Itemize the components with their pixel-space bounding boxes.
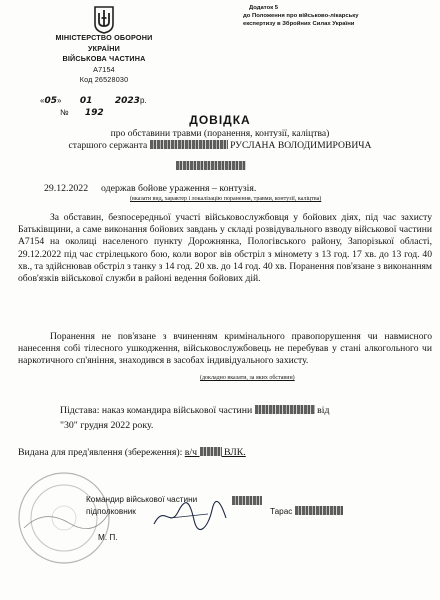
no-fault-paragraph: [18, 331, 432, 368]
number-value: 192: [84, 108, 104, 118]
basis-prefix: Підстава: наказ командира військової частини: [60, 405, 253, 416]
circumstances-caption: (докладно вказати, за яких обставин): [200, 375, 295, 381]
unit-number: А7154: [93, 64, 115, 74]
no-fault-text: Поранення не пов'язане з вчиненням кримінального правопорушення чи навмисного нанесення собі тілесного ушкодження, військовослужбовець не перебував у стані алкогольного чи наркотичного сп'яніння, знаходився в засобах індивідуального захисту.: [18, 331, 432, 367]
circumstances-text: За обставин, безпосередньої участі військовослужбовця у бойових діях, під час захисту Батьківщини, а саме виконання бойових завдань у складі розвідувального взводу військової частини А7154 на околиці населеного пункту Дорожнянка, Пологівського району, Запорізької області, 29.12.2022 під час стрілецького бою, коли ворог вів обстріл з міномету з 13 год. 17 хв. до 13 год. 40 хв., та здійснював обстріл з танку з 14 год. 20 хв. до 14 год. 40 хв. Поранення пов'язане з виконанням обов'язків військової служби в районі ведення бойових дій.: [18, 212, 432, 285]
date-year: 2023: [114, 96, 140, 106]
redacted-signer-surname: [295, 506, 343, 515]
annex-line-3: експертизу в Збройних Силах України: [243, 20, 355, 27]
basis-suffix: від: [317, 405, 330, 416]
redacted-order-number: [255, 405, 315, 414]
signer-role-1: Командир військової частини: [86, 495, 198, 504]
redacted-surname: [150, 140, 228, 149]
issued-label: Видана для пред'явлення (збереження):: [18, 447, 183, 458]
signer-name: [270, 506, 343, 517]
serviceman-line: [20, 140, 420, 152]
header-block: [30, 33, 178, 86]
official-stamp-icon: [14, 468, 114, 568]
annex-line-1: Додаток 5: [249, 5, 279, 11]
date-day: 05: [44, 96, 57, 106]
redacted-unit: [200, 447, 222, 456]
document-date: «05» 01 2023р.: [40, 96, 147, 106]
serviceman-name: РУСЛАНА ВОЛОДИМИРОВИЧА: [230, 140, 372, 151]
circumstances-paragraph: [18, 212, 432, 285]
redacted-birth-year: [176, 156, 246, 174]
signer-first-name: Тарас: [270, 507, 293, 516]
coat-of-arms-icon: [93, 4, 115, 34]
signer-role-2: підполковник: [86, 507, 136, 516]
rank-text: старшого сержанта: [68, 140, 148, 151]
annex-line-2: до Положення про військово-лікарську: [243, 12, 359, 19]
country-name: УКРАЇНИ: [88, 43, 120, 53]
injury-caption: (вказати вид, характер і локалізацію поранення, травми, контузії, каліцтва): [130, 196, 322, 202]
unit-type: ВІЙСЬКОВА ЧАСТИНА: [62, 54, 146, 63]
injury-line: [44, 183, 440, 195]
redacted-unit-number: [232, 496, 262, 505]
injury-text: одержав бойове ураження – контузія.: [101, 183, 257, 194]
date-suffix: р.: [139, 96, 147, 105]
issued-line: [18, 447, 430, 459]
date-month: 01: [79, 96, 93, 106]
issued-unit-prefix: в/ч: [184, 447, 198, 458]
stamp-place-label: М. П.: [98, 533, 118, 542]
number-label: №: [60, 108, 69, 117]
issued-value: [185, 447, 246, 458]
document-title: ДОВІДКА: [189, 113, 251, 127]
document-subtitle: про обставини травми (поранення, контузії, каліцтва): [110, 128, 330, 139]
issued-commission: ВЛК.: [223, 447, 246, 458]
injury-date: 29.12.2022: [44, 183, 89, 194]
annex-note: [243, 5, 433, 28]
basis-date: "30" грудня 2022 року.: [60, 420, 154, 431]
unit-code: Код 26528030: [79, 75, 129, 84]
ministry-name: МІНІСТЕРСТВО ОБОРОНИ: [55, 33, 153, 42]
signature-scribble-icon: [150, 498, 230, 532]
basis-line: [60, 405, 440, 417]
